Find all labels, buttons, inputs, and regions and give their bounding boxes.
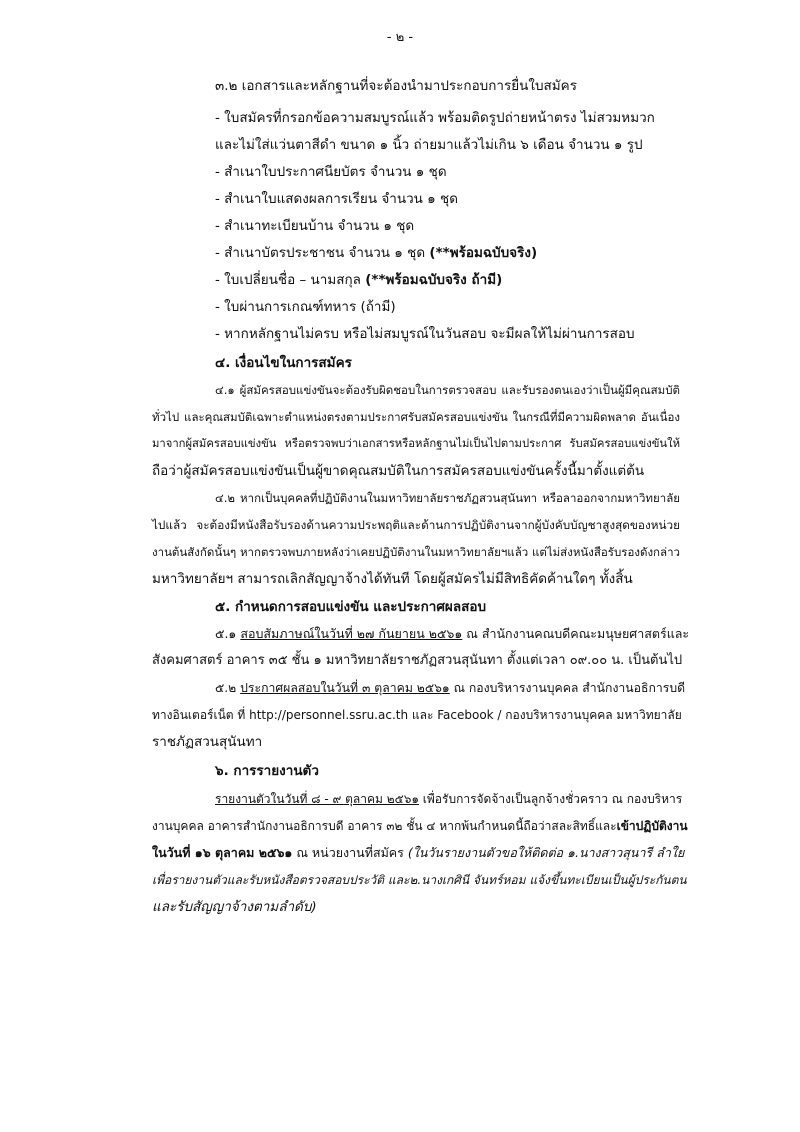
section-4-heading: ๔. เงื่อนไขในการสมัคร — [215, 355, 352, 371]
start-work-label: เข้าปฏิบัติงาน — [616, 819, 688, 833]
section-6-line-1 — [215, 789, 682, 809]
section-4-2-line-4: มหาวิทยาลัยฯ สามารถเลิกสัญญาจ้างได้ทันที โดยผู้สมัครไม่มีสิทธิคัดค้านใดๆ ทั้งสิ้น — [152, 571, 633, 587]
result-location: ณ กองบริหารงานบุคคล สำนักงานอธิการบดี — [449, 681, 686, 695]
section-4-1-line-3: มาจากผู้สมัครสอบแข่งขัน หรือตรวจพบว่าเอกสารหรือหลักฐานไม่เป็นไปตามประกาศ รับสมัครสอบแข่งขันให้ — [152, 437, 680, 450]
section-3-2-heading: ๓.๒ เอกสารและหลักฐานที่จะต้องนำมาประกอบการยื่นใบสมัคร — [215, 78, 577, 94]
start-work-date: ในวันที่ ๑๖ ตุลาคม ๒๕๖๑ — [152, 845, 293, 860]
section-4-2-line-1: ๔.๒ หากเป็นบุคคลที่ปฏิบัติงานในมหาวิทยาลัยราชภัฏสวนสุนันทา หรือลาออกจากมหาวิทยาลัย — [215, 491, 680, 505]
contact-note: (ในวันรายงานตัวขอให้ติดต่อ ๑.นางสาวสุนารี ลำใย — [407, 845, 685, 860]
doc-item-name-change-note: (**พร้อมฉบับจริง ถ้ามี) — [365, 272, 503, 288]
section-5-1-line-2: สังคมศาสตร์ อาคาร ๓๕ ชั้น ๑ มหาวิทยาลัยราชภัฏสวนสุนันทา ตั้งแต่เวลา ๐๙.๐๐ น. เป็นต้นไป — [152, 653, 683, 668]
interview-date: สอบสัมภาษณ์ในวันที่ ๒๗ กันยายน ๒๕๖๑ — [240, 626, 463, 641]
doc-item-application-form-cont: และไม่ใส่แว่นตาสีดำ ขนาด ๑ นิ้ว ถ่ายมาแล้วไม่เกิน ๖ เดือน จำนวน ๑ รูป — [215, 137, 643, 153]
report-date: รายงานตัวในวันที่ ๘ - ๙ ตุลาคม ๒๕๖๑ — [215, 792, 419, 806]
doc-item-incomplete-warning: - หากหลักฐานไม่ครบ หรือไม่สมบูรณ์ในวันสอบ จะมีผลให้ไม่ผ่านการสอบ — [215, 326, 635, 342]
doc-item-application-form: - ใบสมัครที่กรอกข้อความสมบูรณ์แล้ว พร้อมติดรูปถ่ายหน้าตรง ไม่สวมหมวก — [215, 110, 655, 126]
section-4-1-line-4: ถือว่าผู้สมัครสอบแข่งขันเป็นผู้ขาดคุณสมบัติในการสมัครสอบแข่งขันครั้งนี้มาตั้งแต่ต้น — [152, 463, 645, 479]
section-6-line-3 — [152, 843, 684, 863]
doc-item-id-card — [215, 243, 537, 263]
section-5-1-line-1 — [215, 624, 689, 644]
section-6-line-2 — [152, 816, 688, 836]
doc-item-house-registration: - สำเนาทะเบียนบ้าน จำนวน ๑ ชุด — [215, 218, 415, 234]
report-location: งานบุคคล อาคารสำนักงานอธิการบดี อาคาร ๓๒ ชั้น ๔ หากพ้นกำหนดนี้ถือว่าสละสิทธิ์และ — [152, 819, 617, 833]
section-4-1-line-1: ๔.๑ ผู้สมัครสอบแข่งขันจะต้องรับผิดชอบในการตรวจสอบ และรับรองตนเองว่าเป็นผู้มีคุณสมบัติ — [215, 383, 680, 397]
section-6-heading: ๖. การรายงานตัว — [215, 763, 319, 779]
section-4-2-line-3: งานต้นสังกัดนั้นๆ หากตรวจพบภายหลังว่าเคยปฏิบัติงานในมหาวิทยาลัยฯแล้ว แต่ไม่ส่งหนังสือรับรองดังกล่าว — [152, 545, 680, 559]
doc-item-name-change-text: - ใบเปลี่ยนชื่อ – นามสกุล — [215, 272, 366, 288]
section-4-1-line-2: ทั่วไป และคุณสมบัติเฉพาะตำแหน่งตรงตามประกาศรับสมัครสอบแข่งขัน ในกรณีที่มีความผิดพลาด อันเนื่อง — [152, 410, 680, 424]
section-5-2-line-3: ราชภัฏสวนสุนันทา — [152, 734, 263, 750]
doc-item-certificate: - สำเนาใบประกาศนียบัตร จำนวน ๑ ชุด — [215, 164, 447, 180]
doc-item-id-card-note: (**พร้อมฉบับจริง) — [429, 245, 538, 261]
result-date: ประกาศผลสอบในวันที่ ๓ ตุลาคม ๒๕๖๑ — [240, 681, 450, 695]
section-5-2-line-2: ทางอินเตอร์เน็ต ที่ http://personnel.ssru.ac.th และ Facebook / กองบริหารงานบุคคล มหาวิทยาลัย — [152, 708, 682, 722]
section-6-line-5: และรับสัญญาจ้างตามลำดับ) — [152, 899, 317, 915]
start-work-location: ณ หน่วยงานที่สมัคร — [292, 845, 408, 860]
doc-item-military: - ใบผ่านการเกณฑ์ทหาร (ถ้ามี) — [215, 299, 396, 315]
section-5-heading: ๕. กำหนดการสอบแข่งขัน และประกาศผลสอบ — [215, 599, 487, 615]
page-number: - ๒ - — [386, 30, 414, 45]
section-5-2-number: ๕.๒ — [215, 681, 241, 695]
report-purpose: เพื่อรับการจัดจ้างเป็นลูกจ้างชั่วคราว ณ กองบริหาร — [418, 792, 683, 806]
section-6-line-4: เพื่อรายงานตัวและรับหนังสือตรวจสอบประวัติ และ๒.นางเกศินี จันทร์หอม แจ้งขึ้นทะเบียนเป็นผู้ประกันตน — [152, 873, 687, 887]
section-4-2-line-2: ไปแล้ว จะต้องมีหนังสือรับรองด้านความประพฤติและด้านการปฏิบัติงานจากผู้บังคับบัญชาสูงสุดของหน่วย — [152, 518, 680, 532]
doc-item-transcript: - สำเนาใบแสดงผลการเรียน จำนวน ๑ ชุด — [215, 191, 458, 207]
section-5-1-number: ๕.๑ — [215, 626, 241, 641]
doc-item-name-change — [215, 270, 502, 290]
doc-item-id-card-text: - สำเนาบัตรประชาชน จำนวน ๑ ชุด — [215, 245, 430, 261]
section-5-2-line-1 — [215, 678, 685, 698]
interview-location: ณ สำนักงานคณบดีคณะมนุษยศาสตร์และ — [462, 626, 690, 641]
